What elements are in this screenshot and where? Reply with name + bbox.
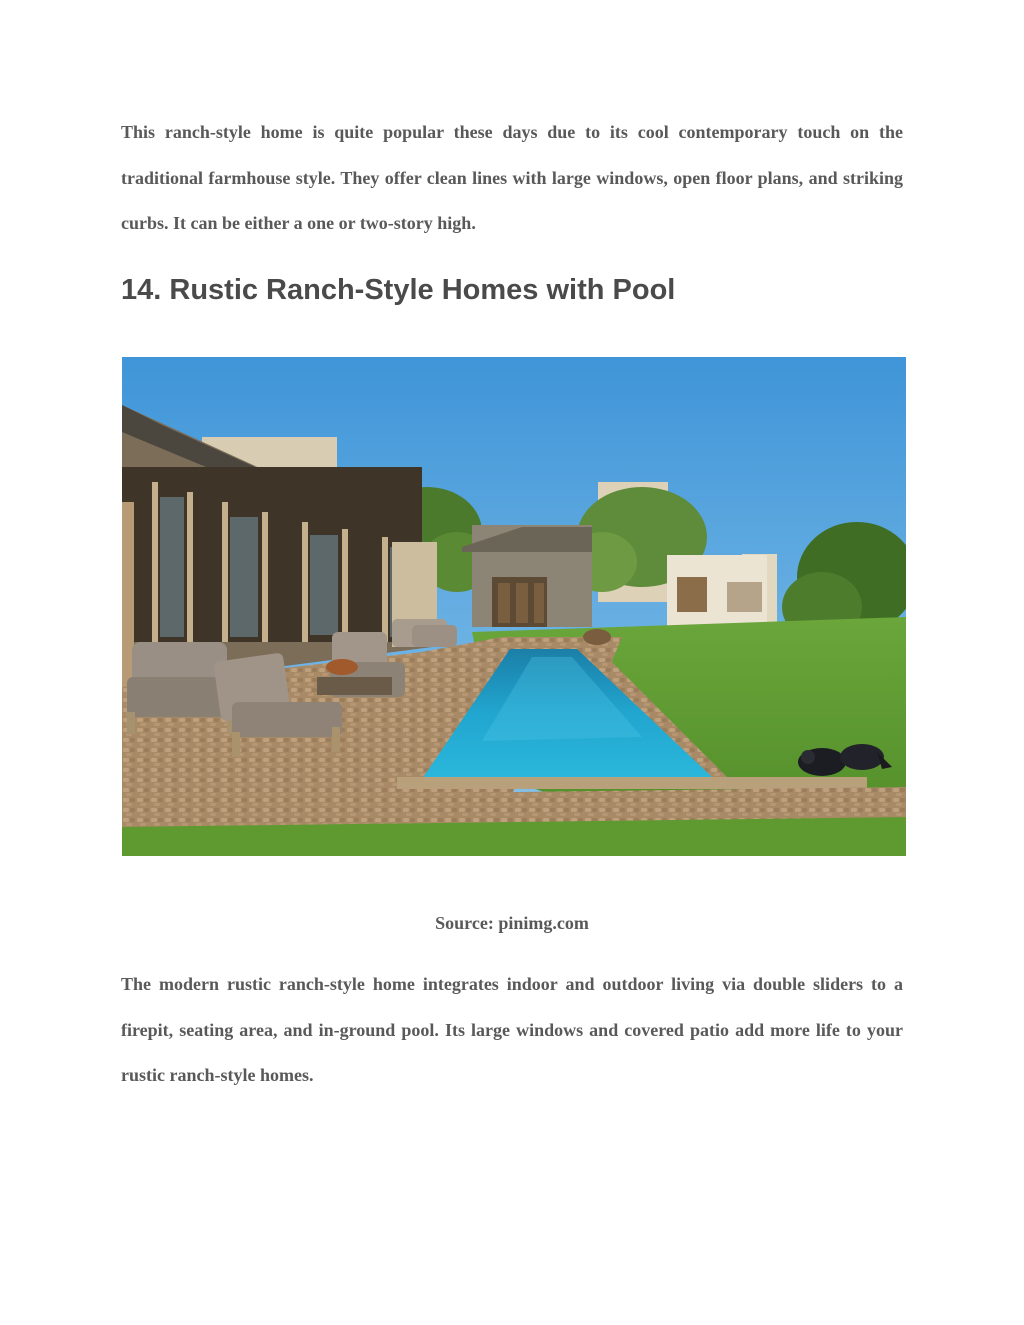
image-caption: Source: pinimg.com <box>435 913 589 933</box>
intro-paragraph: This ranch-style home is quite popular these days due to its cool contemporary touch on the traditional farmhouse style. They offer clean lines with large windows, open floor plans, and striking curbs. It can be either a one or two-story high. <box>121 122 903 233</box>
body-paragraph: The modern rustic ranch-style home integrates indoor and outdoor living via double sliders to a firepit, seating area, and in-ground pool. Its large windows and covered patio add more life to your rustic ranch-style homes. <box>121 974 903 1085</box>
ranch-house-pool-photo <box>122 357 906 856</box>
section-heading: 14. Rustic Ranch-Style Homes with Pool <box>121 274 676 306</box>
